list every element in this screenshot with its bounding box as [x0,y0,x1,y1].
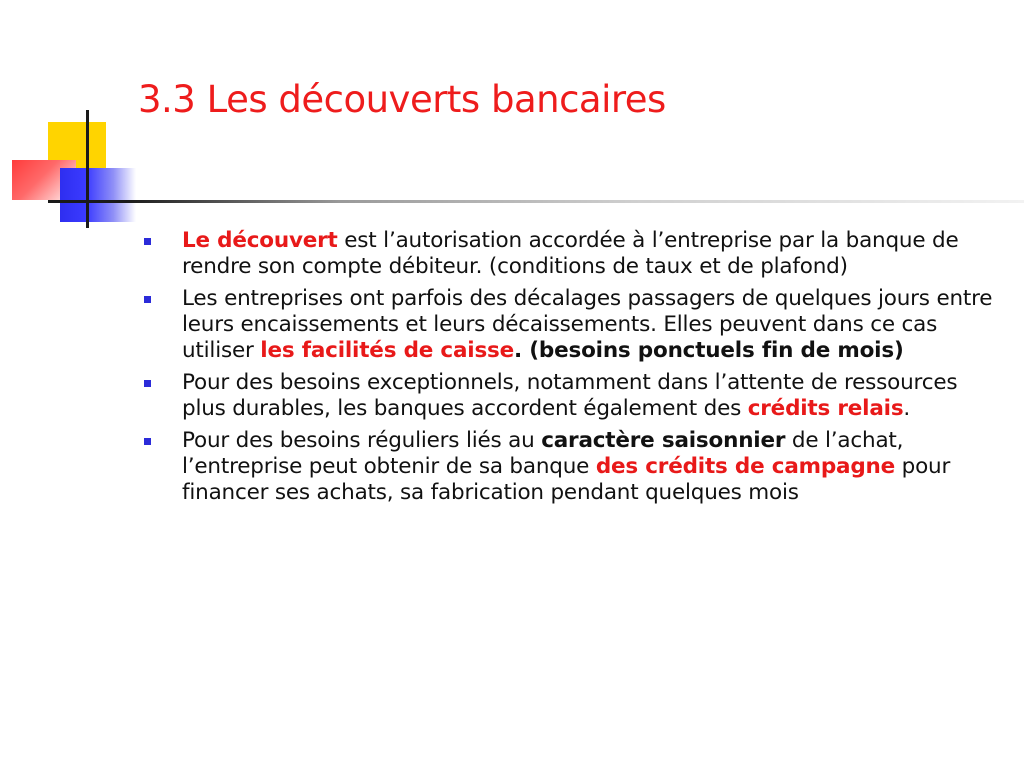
bullet-bold-text: . (besoins ponctuels fin de mois) [514,338,904,363]
term-credits-de-campagne: des crédits de campagne [595,454,896,479]
bullet-text-middle: de l’achat, l’entreprise peut obtenir de sa banque [182,428,904,479]
bullet-square-icon [144,438,151,445]
term-facilites-de-caisse: les facilités de caisse [260,338,515,363]
bullet-text: Pour des besoins exceptionnels, notamment dans l’attente de ressources plus durables, les banques accordent également des [182,370,958,421]
bullet-square-icon [144,380,151,387]
bullet-list [140,228,1002,512]
bullet-text: Les entreprises ont parfois des décalages passagers de quelques jours entre leurs encaissements et leurs décaissements. Elles peuvent dans ce cas utiliser [182,286,993,363]
decorative-vertical-line [86,110,89,228]
bullet-text-end: . [903,396,911,421]
bullet-square-icon [144,238,151,245]
decorative-blue-square [60,168,136,222]
bullet-text: est l’autorisation accordée à l’entreprise par la banque de rendre son compte débiteur. (conditions de taux et de plafond) [182,228,959,279]
bullet-item-decouvert [140,228,1002,280]
bullet-item-credits-de-campagne [140,428,1002,506]
bullet-square-icon [144,296,151,303]
bullet-text: Pour des besoins réguliers liés au [182,428,542,453]
slide-title: 3.3 Les découverts bancaires [138,78,666,121]
title-underline [48,200,1024,203]
bullet-text-end: pour financer ses achats, sa fabrication pendant quelques mois [182,454,951,505]
term-le-decouvert: Le découvert [182,228,338,253]
term-credits-relais: crédits relais [747,396,904,421]
bullet-item-facilites-de-caisse [140,286,1002,364]
term-caractere-saisonnier: caractère saisonnier [541,428,786,453]
bullet-item-credits-relais [140,370,1002,422]
